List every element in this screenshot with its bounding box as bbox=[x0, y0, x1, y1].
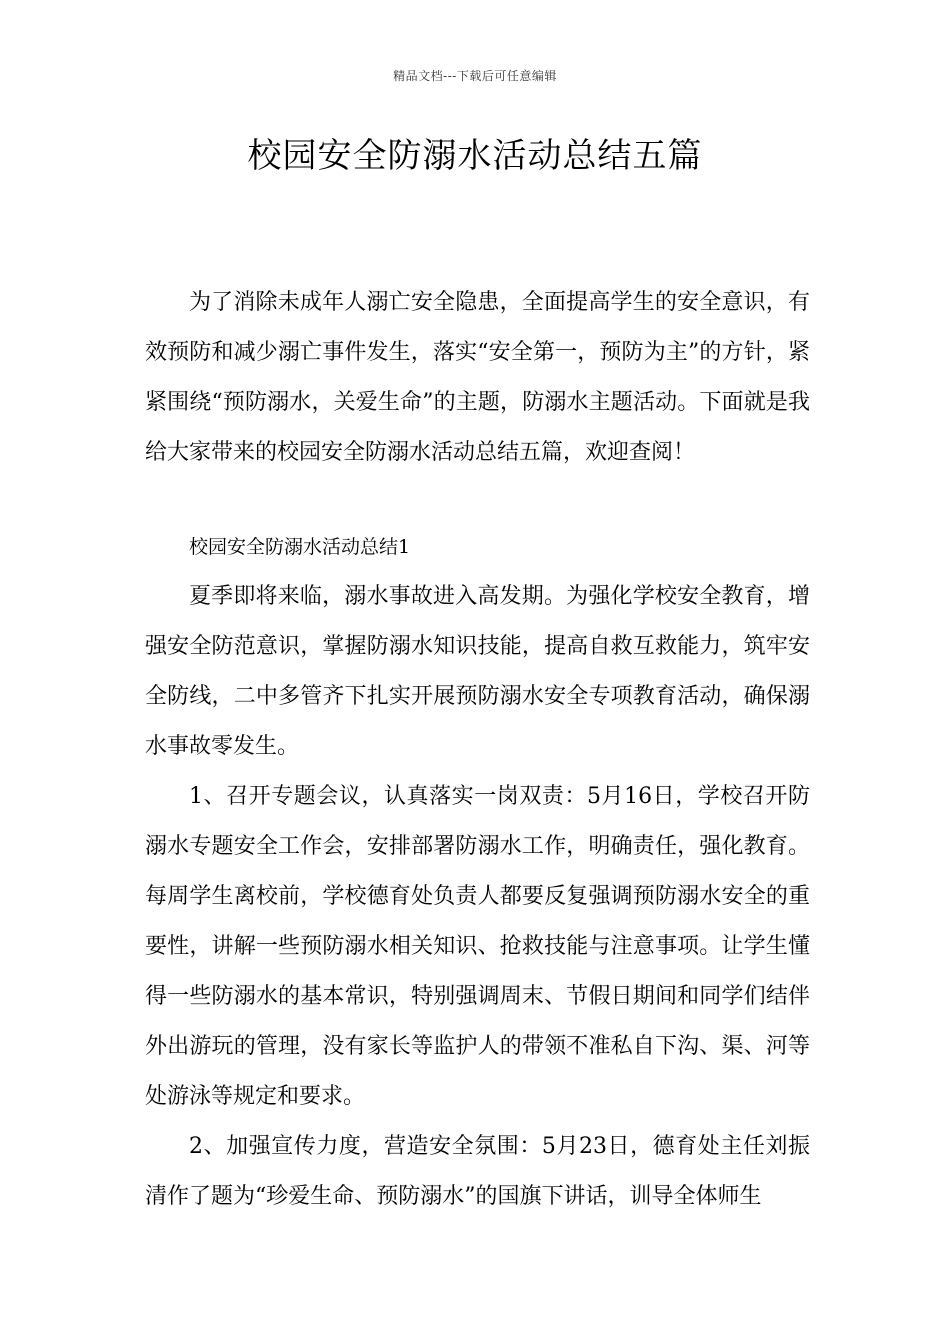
intro-block bbox=[145, 278, 810, 478]
section-heading: 校园安全防溺水活动总结1 bbox=[189, 536, 411, 558]
header-note: 精品文档---下载后可任意编辑 bbox=[393, 69, 557, 83]
section-paragraph: 2、加强宣传力度，营造安全氛围：5月23日，德育处主任刘振清作了题为“珍爱生命、预防溺水”的国旗下讲话，训导全体师生 bbox=[145, 1134, 810, 1209]
section-1 bbox=[145, 522, 810, 1222]
document-title: 校园安全防溺水活动总结五篇 bbox=[247, 136, 703, 176]
intro-paragraph: 为了消除未成年人溺亡安全隐患，全面提高学生的安全意识，有效预防和减少溺亡事件发生，落实“安全第一，预防为主”的方针，紧紧围绕“预防溺水，关爱生命”的主题，防溺水主题活动。下面就是我给大家带来的校园安全防溺水活动总结五篇，欢迎查阅！ bbox=[145, 290, 810, 465]
section-paragraph: 夏季即将来临，溺水事故进入高发期。为强化学校安全教育，增强安全防范意识，掌握防溺水知识技能，提高自救互救能力，筑牢安全防线，二中多管齐下扎实开展预防溺水安全专项教育活动，确保溺水事故零发生。 bbox=[145, 584, 810, 759]
section-paragraph: 1、召开专题会议，认真落实一岗双责：5月16日，学校召开防溺水专题安全工作会，安排部署防溺水工作，明确责任，强化教育。每周学生离校前，学校德育处负责人都要反复强调预防溺水安全的重要性，讲解一些预防溺水相关知识、抢救技能与注意事项。让学生懂得一些防溺水的基本常识，特别强调周末、节假日期间和同学们结伴外出游玩的管理，没有家长等监护人的带领不准私自下沟、渠、河等处游泳等规定和要求。 bbox=[145, 784, 810, 1109]
